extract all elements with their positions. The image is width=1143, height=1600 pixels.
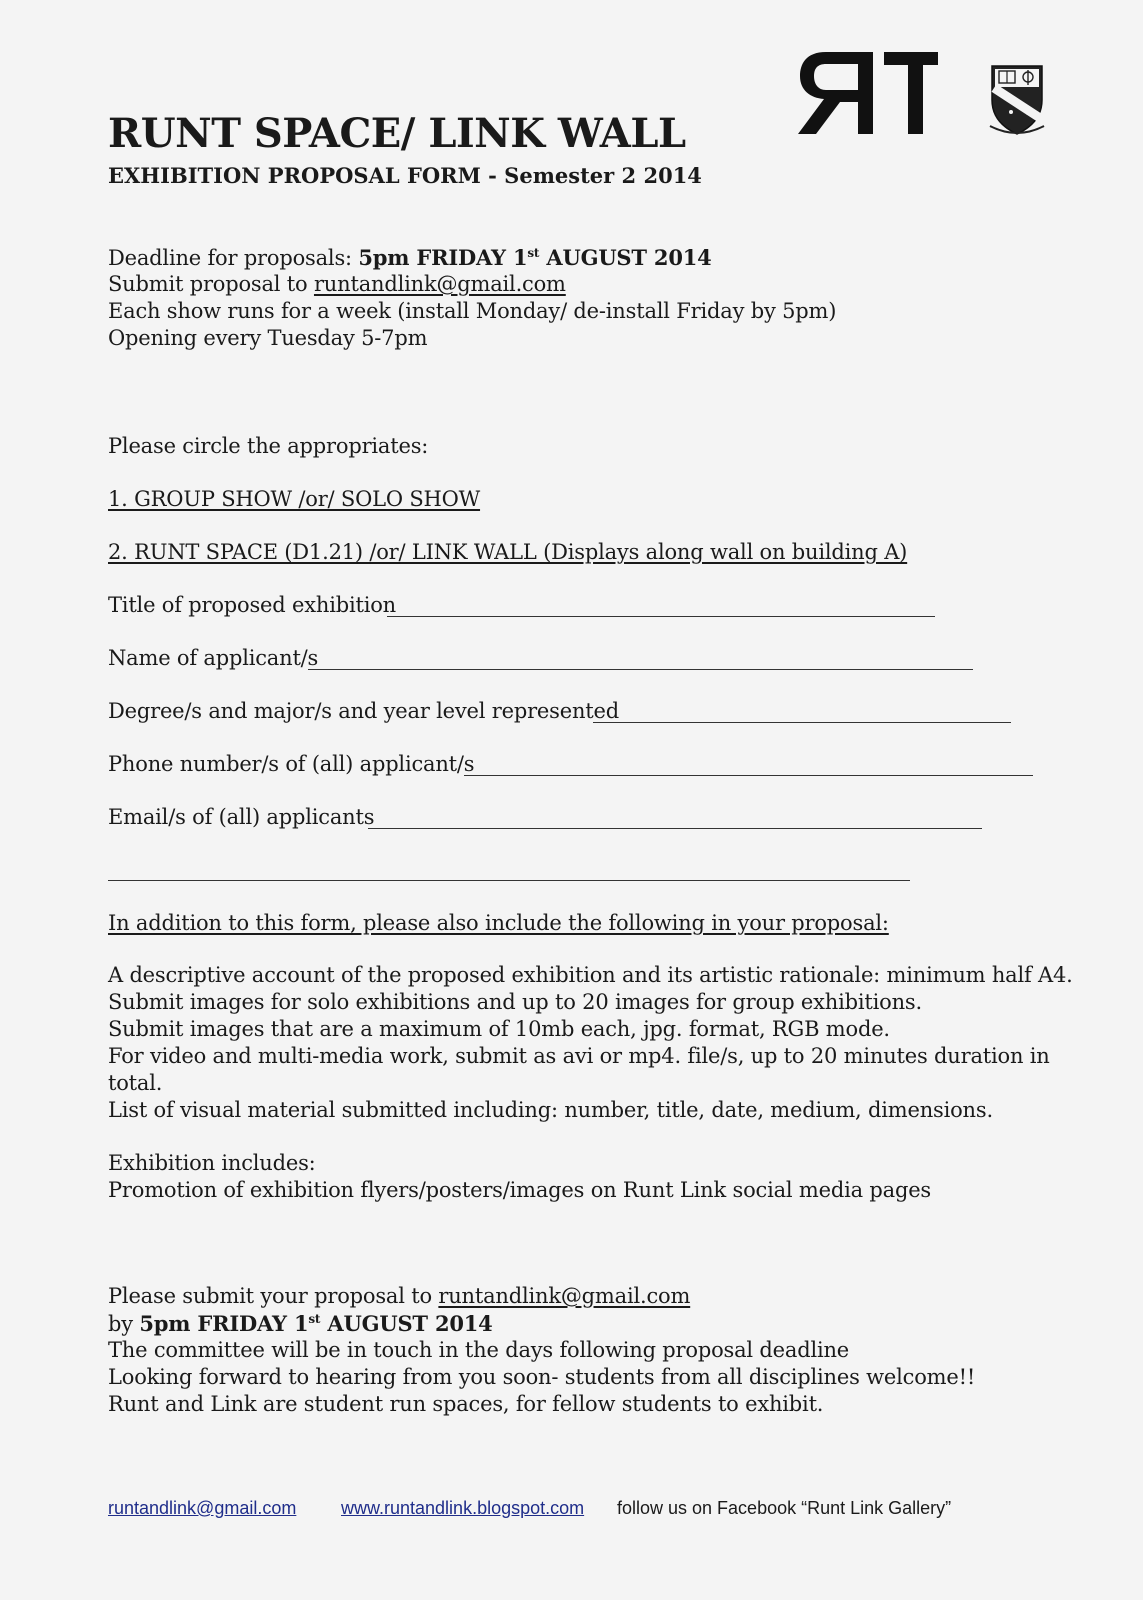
phone-field[interactable] — [464, 775, 1033, 776]
runs-line: Each show runs for a week (install Monday/ de-install Friday by 5pm) — [108, 299, 837, 323]
extra-field[interactable] — [108, 880, 910, 881]
requirement-line: Submit images that are a maximum of 10mb each, jpg. format, RGB mode. — [108, 1017, 890, 1041]
requirement-line: A descriptive account of the proposed exhibition and its artistic rationale: minimum half A4. — [108, 963, 1073, 987]
requirement-line: List of visual material submitted including: number, title, date, medium, dimensions. — [108, 1098, 993, 1122]
footer-email-link[interactable]: runtandlink@gmail.com — [108, 1498, 297, 1518]
requirements-heading: In addition to this form, please also include the following in your proposal: — [108, 911, 889, 935]
page-title: RUNT SPACE/ LINK WALL — [108, 110, 686, 157]
title-field-label: Title of proposed exhibition — [108, 593, 397, 617]
email-link[interactable]: runtandlink@gmail.com — [313, 272, 566, 296]
name-field[interactable] — [308, 669, 973, 670]
rl-logo — [798, 52, 940, 136]
logo-text: RL — [798, 52, 800, 53]
university-crest-icon — [984, 60, 1050, 136]
degree-field-label: Degree/s and major/s and year level represented — [108, 699, 619, 723]
includes-heading: Exhibition includes: — [108, 1151, 316, 1175]
name-field-label: Name of applicant/s — [108, 646, 319, 670]
email-field[interactable] — [368, 828, 982, 829]
closing-email-link[interactable]: runtandlink@gmail.com — [438, 1284, 691, 1308]
requirement-line: Submit images for solo exhibitions and up to 20 images for group exhibitions. — [108, 990, 922, 1014]
show-type-option[interactable]: 1. GROUP SHOW /or/ SOLO SHOW — [108, 487, 481, 511]
circle-heading: Please circle the appropriates: — [108, 434, 429, 458]
closing-line: Looking forward to hearing from you soon- students from all disciplines welcome!! — [108, 1365, 976, 1389]
closing-submit-line: Please submit your proposal to runtandlink@gmail.com — [108, 1284, 691, 1308]
closing-line: The committee will be in touch in the days following proposal deadline — [108, 1338, 850, 1362]
deadline-line: Deadline for proposals: 5pm FRIDAY 1st AUGUST 2014 — [108, 245, 712, 270]
title-field[interactable] — [387, 616, 935, 617]
opening-line: Opening every Tuesday 5-7pm — [108, 326, 428, 350]
submit-line: Submit proposal to runtandlink@gmail.com — [108, 272, 566, 296]
phone-field-label: Phone number/s of (all) applicant/s — [108, 752, 475, 776]
footer-website-link[interactable]: www.runtandlink.blogspot.com — [341, 1498, 585, 1518]
includes-line: Promotion of exhibition flyers/posters/images on Runt Link social media pages — [108, 1178, 932, 1202]
closing-deadline-line: by 5pm FRIDAY 1st AUGUST 2014 — [108, 1311, 493, 1336]
email-field-label: Email/s of (all) applicants — [108, 805, 375, 829]
requirement-line: For video and multi-media work, submit as avi or mp4. file/s, up to 20 minutes duration in — [108, 1044, 1050, 1068]
requirement-line: total. — [108, 1071, 163, 1095]
degree-field[interactable] — [593, 722, 1011, 723]
footer-facebook-text: follow us on Facebook “Runt Link Gallery” — [617, 1498, 952, 1518]
venue-option[interactable]: 2. RUNT SPACE (D1.21) /or/ LINK WALL (Displays along wall on building A) — [108, 540, 908, 564]
closing-line: Runt and Link are student run spaces, for fellow students to exhibit. — [108, 1392, 824, 1416]
page-subtitle: EXHIBITION PROPOSAL FORM - Semester 2 2014 — [108, 163, 702, 188]
